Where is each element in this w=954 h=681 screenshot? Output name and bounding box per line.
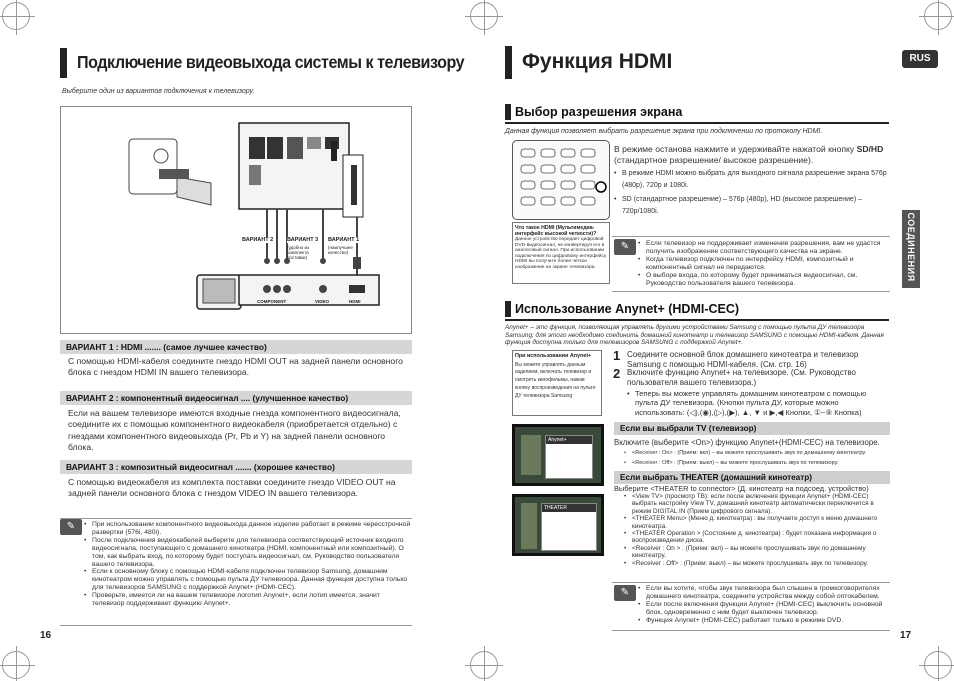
tv-menu-screenshot	[512, 424, 604, 486]
note-icon: ✎	[614, 239, 636, 255]
note-item: • Если к основному блоку с помощью HDMI-кабеля подключен телевизор Samsung, домашним кинотеатром можно управлять с помощью пульта ДУ телевизора. Данная функция доступна только для телевизоров SAMSUNG с поддержкой Anynet+ (HDMI-CEC).	[84, 568, 412, 592]
step-number: 1	[613, 348, 621, 363]
anynet-title: Использование Anynet+ (HDMI-CEC)	[515, 302, 740, 316]
port-component-label: COMPONENT	[257, 299, 287, 304]
tv-bullet: • <Receiver : Off> : (Прием: выкл) – вы можете прослушивать звук по телевизору.	[624, 458, 890, 468]
theater-bullet: • <THEATER Menu> (Меню д. кинотеатра) : вы получаете доступ к меню домашнего кинотеатра.	[624, 515, 890, 530]
section-rule	[505, 319, 889, 321]
port-video-label: VIDEO	[315, 299, 330, 304]
variant3-heading: ВАРИАНТ 3 : композитный видеосигнал ....... (хорошее качество)	[60, 460, 412, 474]
resolution-main-text	[614, 144, 888, 167]
note-item: • Когда телевизор подключен по интерфейсу HDMI, композитный и компонентный сигнал не передаются.	[638, 256, 890, 272]
tv-menu-title: Anynet+	[546, 436, 592, 444]
note-item: • О выборе входа, по которому будет приниматься видеосигнал, см. Руководство пользователя вашего телевизора.	[638, 272, 890, 288]
hdmi-box-title: Что такое HDMI (Мультимедиа-интерфейс высокой четкости)?	[515, 225, 597, 237]
variant1-note: (наилучшее качество)	[328, 245, 353, 255]
resolution-text-b: (стандартное разрешение/ высокое разрешение).	[614, 155, 814, 166]
variant2-heading: ВАРИАНТ 2 : компонентный видеосигнал .... (улучшенное качество)	[60, 391, 412, 405]
notes-divider	[612, 582, 890, 583]
tv-text: Включите (выберите <On>) функцию Anynet+(HDMI-CEC) на телевизоре.	[614, 438, 880, 447]
variant2-text: Если на вашем телевизоре имеются входные гнезда компонентного видеосигнала, соедините их с помощью компонентного видеокабеля (приобретается отдельно) с гнездами компонентного видеовыхода (Pr, Pb и Y) на задней панели основного блока.	[68, 408, 401, 452]
registration-mark	[2, 651, 30, 679]
theater-menu-screenshot	[512, 494, 604, 556]
anynet-box-title: При использовании Anynet+	[515, 353, 592, 359]
intro-text: Выберите один из вариантов подключения к телевизору.	[62, 88, 255, 95]
page-number-left: 16	[40, 630, 52, 641]
registration-mark	[470, 651, 498, 679]
notes-divider	[60, 518, 412, 519]
registration-mark	[924, 2, 952, 30]
anynet-intro: Anynet+ – это функция, позволяющая управлять другими устройствами Samsung с помощью пульта ДУ телевизора Samsung; для этого необходимо соединить домашний кинотеатр и телевизор SAMSUNG с помощью HDMI-кабеля. Данная функция доступна только для телевизоров SAMSUNG с поддержкой Anynet+.	[505, 324, 884, 347]
resolution-title: Выбор разрешения экрана	[515, 105, 683, 119]
registration-mark	[2, 2, 30, 30]
note-icon: ✎	[60, 519, 82, 535]
remote-illustration	[512, 140, 610, 220]
tv-bullet: • <Receiver : On> : (Прием: вкл) – вы можете прослушивать звук по домашнему кинотеатру.	[624, 448, 890, 458]
section-side-tab	[902, 210, 920, 288]
variant3-text: С помощью видеокабеля из комплекта поставки соедините гнездо VIDEO OUT на задней панели основного блока с гнездом VIDEO IN вашего телевизора.	[68, 477, 396, 499]
variant1-heading: ВАРИАНТ 1 : HDMI ....... (самое лучшее качество)	[60, 340, 412, 354]
step2-text: Включите функцию Anynet+ на телевизоре. (См. Руководство пользователя вашего телевизора.)	[627, 368, 856, 387]
tv-menu-panel	[545, 435, 593, 479]
variant3-note: (удобно из комплекта поставки)	[287, 245, 310, 260]
theater-bullet: • <Receiver : On > : (Прием: вкл) – вы можете прослушивать звук по домашнему кинотеатру.	[624, 545, 890, 560]
step1-text: Соедините основной блок домашнего кинотеатра и телевизор Samsung с помощью HDMI-кабеля. (См. стр. 16)	[627, 350, 859, 369]
notes-divider-bottom	[60, 625, 412, 626]
tv-menu-sidebar	[521, 435, 541, 475]
resolution-bullet: • SD (стандартное разрешение) – 576p (480p), HD (высокое разрешение) – 720p/1080i.	[614, 194, 888, 217]
title-accent-bar	[505, 46, 512, 79]
note-item: • Если после включения функции Anynet+ (HDMI-CEC) выключить основной блок, одновременно с ним будет выключен телевизор.	[638, 601, 890, 617]
note-item: • Если телевизор не поддерживает изменение разрешения, вам не удастся получить изображение соответствующего качества на экране.	[638, 240, 890, 256]
step-number: 2	[613, 366, 621, 381]
subsection-accent	[505, 301, 511, 317]
resolution-intro: Данная функция позволяет выбрать разрешение экрана при подключении по протоколу HDMI.	[505, 128, 823, 135]
note-icon: ✎	[614, 585, 636, 601]
note-item: • Функция Anynet+ (HDMI-CEC) работает только в режиме DVD.	[638, 617, 890, 625]
notes-divider-bottom	[612, 630, 890, 631]
theater-bullet: • <THEATER Operation > (Состояние д. кинотеатра) : будет показана информация о воспроизведении диска.	[624, 530, 890, 545]
theater-bullet: • <View TV> (просмотр ТВ): если после включения функции Anynet+ (HDMI-CEC) выбрать настройку View TV, домашний кинотеатр автоматически переключится в режим DIGITAL IN (Прием цифрового сигнала).	[624, 493, 890, 515]
tv-heading: Если вы выбрали TV (телевизор)	[614, 422, 890, 435]
hdmi-info-box	[512, 222, 610, 284]
notes-divider-bottom	[612, 291, 890, 292]
port-hdmi-label: HDMI	[349, 299, 361, 304]
theater-menu-title: THEATER	[542, 504, 596, 512]
variant3-label: ВАРИАНТ 3	[287, 237, 319, 243]
resolution-text-a: В режиме останова нажмите и удерживайте нажатой кнопку	[614, 144, 857, 154]
connection-diagram	[60, 106, 412, 334]
resolution-bullet: • В режиме HDMI можно выбрать для выходного сигнала разрешение экрана 576p (480p), 720p и 1080i.	[614, 168, 888, 191]
note-item: • После подключения видеокабелей выберите для телевизора соответствующий источник входного видеосигнала, поступающего с домашнего кинотеатра (HDMI, компонентный или композитный). О том, как выбрать вход, по которому будет поступать видеосигнал, см. Руководство пользователя вашего телевизора.	[84, 537, 412, 569]
resolution-bullets	[614, 168, 888, 217]
page-number-right: 17	[900, 630, 912, 641]
resolution-notes-list	[638, 240, 890, 287]
variant1-label: ВАРИАНТ 1	[328, 237, 360, 243]
theater-menu-sidebar	[521, 503, 537, 549]
variant1-text: С помощью HDMI-кабеля соедините гнездо HDMI OUT на задней панели основного блока с гнездом HDMI IN вашего телевизора.	[68, 356, 403, 378]
note-item: • Если вы хотите, чтобы звук телевизора был слышен в громкоговорителях домашнего кинотеатра, соедините устройства между собой оптокабелем.	[638, 585, 890, 601]
side-tab-label: СОЕДИНЕНИЯ	[906, 212, 916, 282]
theater-menu-panel	[541, 503, 597, 551]
theater-bullets	[624, 493, 890, 567]
anynet-box-text: Вы можете управлять данным изделием, включать телевизор и смотреть кинофильмы, нажав кнопку воспроизведения на пульте ДУ телевизора Samsung	[515, 361, 596, 399]
theater-text: Выберите <THEATER to connector> (Д. кинотеатр на подсоед. устройство)	[614, 484, 869, 493]
tv-bullets	[624, 448, 890, 468]
anynet-info-box	[512, 350, 602, 416]
notes-divider	[612, 236, 890, 237]
subsection-accent	[505, 104, 511, 120]
language-tab: RUS	[902, 50, 938, 68]
note-item: • Проверьте, имеется ли на вашем телевизоре логотип Anynet+, если лотип имеется, значит телевизор поддерживает функцию Anynet+.	[84, 592, 412, 608]
page-title: Подключение видеовыхода системы к телевизору	[77, 52, 465, 72]
title-accent-bar	[60, 48, 67, 78]
anynet-notes-list	[638, 585, 890, 625]
hdmi-box-text: Данное устройство передает цифровой DVD-видеосигнал, не конвертируя его в аналоговый сигнал. При использовании подключения по цифровому интерфейсу HDMI вы получите более четкое изображение на экране телевизора.	[515, 237, 607, 270]
registration-mark	[470, 2, 498, 30]
section-rule	[505, 122, 889, 124]
theater-bullet: • <Receiver : Off> : (Прием: выкл) – вы можете прослушивать звук по телевизору.	[624, 560, 890, 567]
theater-heading: Если выбрать THEATER (домашний кинотеатр)	[614, 471, 890, 484]
step2-bullet: • Теперь вы можете управлять домашним кинотеатром с помощью пульта ДУ телевизора. (Кнопки пульта ДУ, которые можно использовать: (◁),(◉),(▷),(▶), ▲, ▼ и ▶,◀ Кнопки, ①~⑨ Кнопка)	[627, 389, 889, 417]
page-title: Функция HDMI	[522, 50, 673, 73]
variant2-label: ВАРИАНТ 2	[242, 237, 274, 243]
left-notes-list	[84, 521, 412, 608]
registration-mark	[924, 651, 952, 679]
sd-hd-button-label: SD/HD	[856, 144, 884, 154]
note-item: • При использовании компонентного видеовыхода данное изделие работает в режиме чересстрочной развертки (576i, 480i).	[84, 521, 412, 537]
